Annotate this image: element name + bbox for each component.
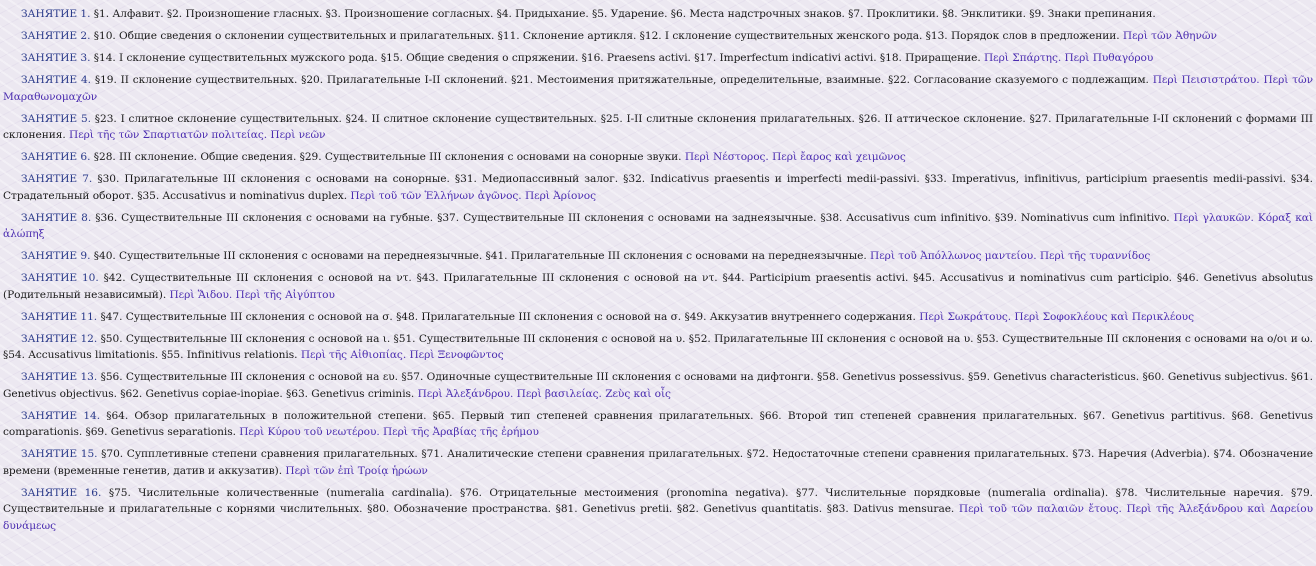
lesson-title: ЗАНЯТИЕ 1. [21,8,91,20]
lesson-paragraph [3,270,1313,303]
lesson-topics: §30. Прилагательные III склонения с основами на сонорные. §31. Медиопассивный залог. §32. Indicativus praesentis и imperfecti medii-passivi. §33. Imperativus, infinitivus, participium praesentis medii-passivi. §34. Страдательный оборот. §35. Accusativus и nominativus duplex. [3,173,1313,202]
lesson-topics: §28. III склонение. Общие сведения. §29. Существительные III склонения с основами на сонорные звуки. [93,151,682,163]
reading-link[interactable]: Περὶ ἔαρος καὶ χειμῶνος [772,151,906,163]
reading-link[interactable]: Περὶ Σοφοκλέους καὶ Περικλέους [1014,310,1194,323]
lesson-topics: §56. Существительные III склонения с основой на ευ. §57. Одиночные существительные III склонения с основами на дифтонги. §58. Genetivus possessivus. §59. Genetivus characteristicus. §60. Genetivus subjectivus. §61. Genetivus objectivus. §62. Genetivus copiae-inopiae. §63. Genetivus criminis. [3,371,1313,400]
lesson-topics: §14. I склонение существительных мужского рода. §15. Общие сведения о спряжении. §16. Praesens activi. §17. Imperfectum indicativi activi. §18. Приращение. [93,52,981,64]
reading-link[interactable]: Περὶ τῶν Μαραθωνομαχῶν [3,74,1313,103]
lesson-title: ЗАНЯТИЕ 8. [21,211,92,224]
lesson-topics: §19. II склонение существительных. §20. Прилагательные I-II склонений. §21. Местоимения притяжательные, определительные, взаимные. §22. Согласование сказуемого с подлежащим. [94,74,1149,86]
lesson-paragraph [3,369,1313,402]
lesson-paragraph [3,485,1313,535]
reading-link[interactable]: Περὶ γλαυκῶν. [1173,211,1254,224]
lesson-topics: §23. I слитное склонение существительных. §24. II слитное склонение существительных. §25. I-II слитные склонения прилагательных. §26. II аттическое склонение. §27. Прилагательные I-II склонений с формами III склонения. [3,112,1313,141]
lesson-paragraph [3,149,1313,166]
lesson-title: ЗАНЯТИЕ 15. [21,448,98,460]
reading-link[interactable]: Περὶ Πυθαγόρου [1064,52,1154,64]
lesson-title: ЗАНЯТИЕ 12. [21,332,98,345]
reading-link[interactable]: Περὶ τοῦ τῶν Ἑλλήνων ἀγῶνος. [350,189,522,202]
lesson-title: ЗАНЯТИЕ 5. [21,112,91,125]
reading-link[interactable]: Περὶ τῶν Ἀθηνῶν [1122,30,1217,42]
lesson-paragraph [3,248,1313,265]
reading-link[interactable]: Περὶ Κύρου τοῦ νεωτέρου. [239,426,380,438]
reading-link[interactable]: Περὶ Νέστορος. [684,151,769,163]
reading-link[interactable]: Περὶ τῆς Ἀραβίας τῆς ἐρήμου [382,426,539,438]
reading-link[interactable]: Περὶ τῆς Αἰθιοπίας. [300,349,407,361]
lesson-paragraph [3,331,1313,364]
lesson-title: ЗАНЯТИЕ 10. [21,272,99,284]
lesson-title: ЗАНЯТИЕ 3. [21,52,91,64]
lesson-paragraph [3,72,1313,105]
reading-link[interactable]: Περὶ νεῶν [270,129,326,141]
lesson-title: ЗАНЯТИЕ 6. [21,151,91,163]
reading-link[interactable]: Περὶ Σωκράτους. [919,310,1012,323]
lesson-paragraph [3,309,1313,326]
reading-link[interactable]: Περὶ Ξενοφῶντος [409,349,504,361]
lesson-topics: §10. Общие сведения о склонении существительных и прилагательных. §11. Склонение артикля. §12. I склонение существительных женского рода. §13. Порядок слов в предложении. [93,30,1120,42]
reading-link[interactable]: Κόραξ καὶ ἀλώπηξ [3,211,1313,240]
reading-link[interactable]: Περὶ Ἀλεξάνδρου. [417,387,514,400]
lesson-title: ЗАНЯТИЕ 2. [21,30,91,42]
lesson-topics: §1. Алфавит. §2. Произношение гласных. §3. Произношение согласных. §4. Придыхание. §5. Ударение. §6. Места надстрочных знаков. §7. Проклитики. §8. Энклитики. §9. Знаки препинания. [93,8,1156,20]
lesson-paragraph [3,111,1313,144]
reading-link[interactable]: Ζεὺς καὶ οἶς [605,387,671,400]
lesson-title: ЗАНЯТИЕ 9. [21,250,91,262]
reading-link[interactable]: Περὶ τῆς Αἰγύπτου [235,288,335,301]
lesson-paragraph [3,446,1313,479]
lesson-paragraph [3,408,1313,441]
lesson-topics: §75. Числительные количественные (numeralia cardinalia). §76. Отрицательные местоимения (pronomina negativa). §77. Числительные порядковые (numeralia ordinalia). §78. Числительные наречия. §79. Существительные и прилагательные с корнями числительных. §80. Обозначение пространства. §81. Genetivus pretii. §82. Genetivus quantitatis. §83. Dativus mensurae. [3,486,1313,515]
lesson-topics: §36. Существительные III склонения с основами на губные. §37. Существительные III склонения с основами на заднеязычные. §38. Accusativus cum infinitivo. §39. Nominativus cum infinitivo. [95,211,1170,224]
reading-link[interactable]: Περὶ βασιλείας. [516,387,602,400]
lesson-topics: §42. Существительные III склонения с основой на ντ. §43. Прилагательные III склонения с основой на ντ. §44. Participium praesentis activi. §45. Accusativus и nominativus cum participio. §46. Genetivus absolutus (Родительный независимый). [3,272,1314,301]
lesson-paragraph [3,210,1313,243]
reading-link[interactable]: Περὶ τῶν ἐπὶ Τροίᾳ ἡρώων [285,464,428,477]
reading-link[interactable]: Περὶ τῆς τῶν Σπαρτιατῶν πολιτείας. [69,129,268,141]
lesson-title: ЗАНЯТИЕ 14. [21,409,101,422]
lesson-title: ЗАНЯТИЕ 7. [21,173,93,185]
lesson-topics: §64. Обзор прилагательных в положительной степени. §65. Первый тип степеней сравнения прилагательных. §66. Второй тип степеней сравнения прилагательных. §67. Genetivus partitivus. §68. Genetivus comparationis. §69. Genetivus separationis. [3,409,1313,438]
reading-link[interactable]: Περὶ τοῦ Ἀπόλλωνος μαντείου. [870,250,1037,262]
lesson-title: ЗАНЯТИЕ 4. [21,74,91,86]
lesson-topics: §40. Существительные III склонения с основами на переднеязычные. §41. Прилагательные III склонения с основами на переднеязычные. [93,250,867,262]
lesson-paragraph [3,50,1313,67]
lesson-title: ЗАНЯТИЕ 11. [21,310,98,323]
reading-link[interactable]: Περὶ Σπάρτης. [983,52,1062,64]
lesson-paragraph [3,6,1313,23]
lesson-title: ЗАНЯТИЕ 13. [21,371,98,383]
reading-link[interactable]: Περὶ τῆς Ἀλεξάνδρου καὶ Δαρείου δυνάμεως [3,503,1313,532]
lesson-topics: §50. Существительные III склонения с основой на ι. §51. Существительные III склонения с основой на υ. §52. Прилагательные III склонения с основой на υ. §53. Существительные III склонения с основами на ο/οι и ω. §54. Accusativus limitationis. §55. Infinitivus relationis. [3,332,1313,361]
lesson-title: ЗАНЯТИЕ 16. [21,486,102,499]
reading-link[interactable]: Περὶ Ἅιδου. [169,288,233,301]
reading-link[interactable]: Περὶ τοῦ τῶν παλαιῶν ἔτους. [958,503,1122,515]
lesson-paragraph [3,171,1313,204]
reading-link[interactable]: Περὶ Πεισιστράτου. [1152,74,1260,86]
lesson-topics: §47. Существительные III склонения с основой на σ. §48. Прилагательные III склонения с основой на σ. §49. Аккузатив внутреннего содержания. [100,310,916,323]
lesson-paragraph [3,28,1313,45]
reading-link[interactable]: Περὶ Ἀρίονος [524,189,596,202]
lesson-topics: §70. Супплетивные степени сравнения прилагательных. §71. Аналитические степени сравнения прилагательных. §72. Недостаточные степени сравнения прилагательных. §73. Наречия (Adverbia). §74. Обозначение времени (временные генетив, датив и аккузатив). [3,448,1313,477]
reading-link[interactable]: Περὶ τῆς τυραννίδος [1039,250,1151,262]
